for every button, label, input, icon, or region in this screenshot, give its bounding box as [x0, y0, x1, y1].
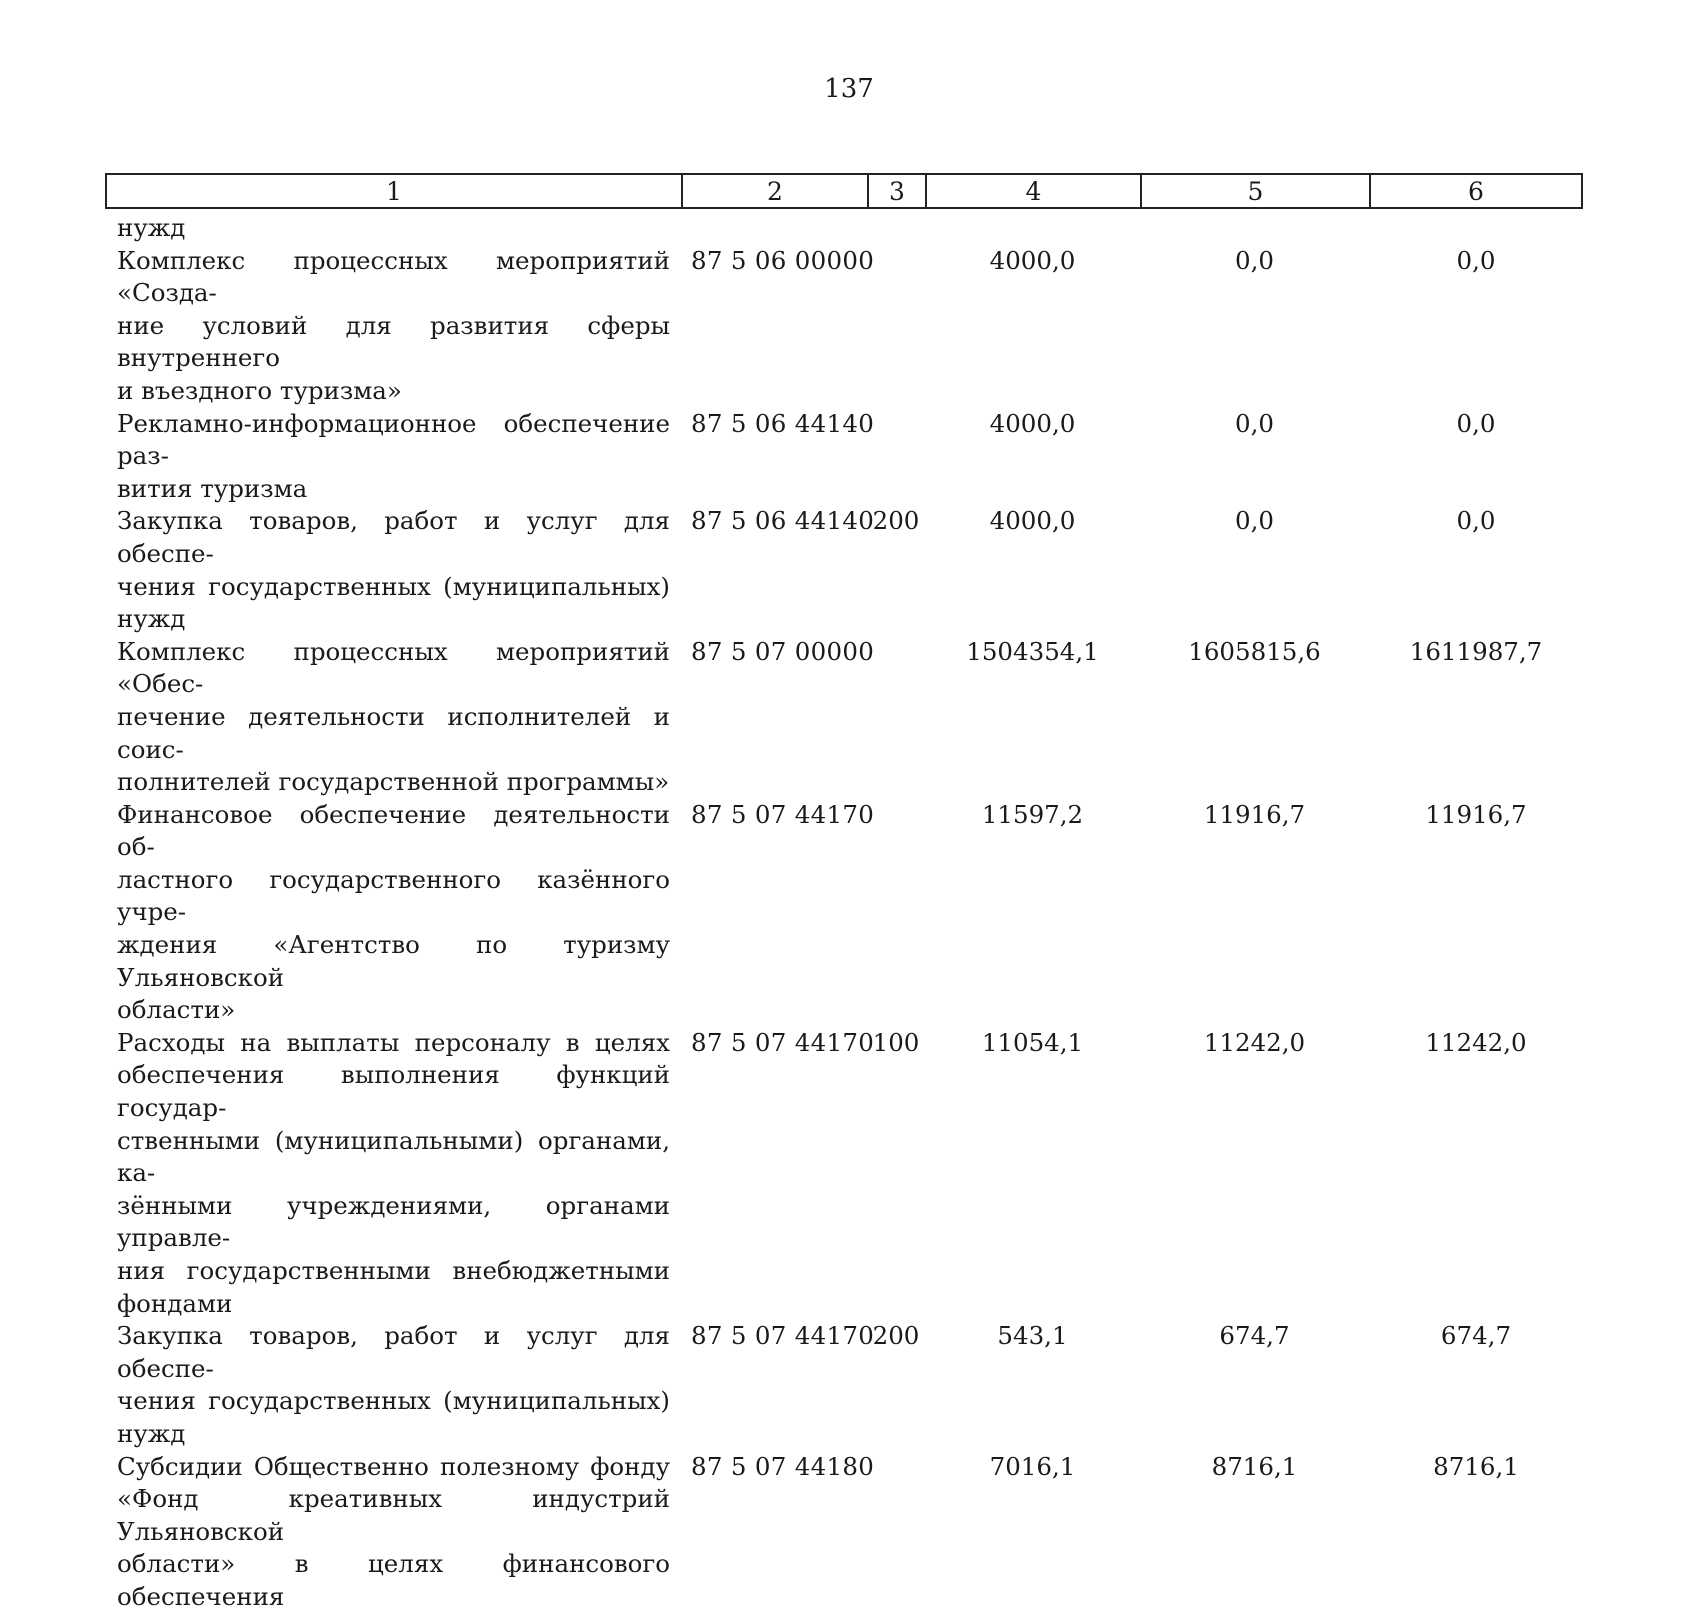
description-line: ственными (муниципальными) органами, ка- [117, 1125, 670, 1188]
row-code: 87 5 07 44170 [691, 799, 875, 829]
header-col-3: 3 [869, 175, 927, 207]
header-col-2: 2 [683, 175, 869, 207]
page-number: 137 [824, 74, 874, 104]
description-line: вития туризма [117, 473, 308, 503]
row-value-col6: 1611987,7 [1409, 636, 1543, 666]
row-description [105, 1320, 670, 1450]
row-value-col4: 543,1 [997, 1321, 1068, 1351]
row-value-col6: 11916,7 [1425, 799, 1527, 829]
row-description [105, 212, 670, 245]
description-line: Комплекс процессных мероприятий «Созда- [117, 245, 670, 308]
table-row [105, 799, 1583, 1027]
description-line: Субсидии Общественно полезному фонду [117, 1451, 670, 1481]
description-line: нужд [117, 604, 186, 634]
row-description [105, 1451, 670, 1614]
header-col-6: 6 [1468, 176, 1484, 206]
row-description [105, 408, 670, 506]
description-line: области» [117, 995, 236, 1025]
row-value-col6: 8716,1 [1433, 1451, 1519, 1481]
description-line: Расходы на выплаты персоналу в целях [117, 1027, 670, 1057]
table-body [105, 212, 1583, 1614]
row-code: 87 5 07 44170 [691, 1321, 875, 1351]
description-line: ния государственными внебюджетными [117, 1256, 670, 1285]
table-row [105, 245, 1583, 408]
description-line: области» в целях финансового обеспечения [117, 1549, 670, 1611]
row-value-col5: 8716,1 [1211, 1451, 1298, 1481]
row-value-col6: 0,0 [1456, 506, 1496, 536]
description-line: Рекламно-информационное обеспечение раз- [117, 408, 670, 471]
row-code: 87 5 06 44140 [691, 506, 875, 536]
row-value-col4: 1504354,1 [966, 636, 1099, 666]
description-line: «Фонд креативных индустрий Ульяновской [117, 1484, 670, 1546]
header-col-5: 5 [1142, 175, 1371, 207]
description-line: и въездного туризма» [117, 375, 402, 405]
description-line: чения государственных (муниципальных) [117, 571, 670, 601]
header-col-4: 4 [927, 175, 1142, 207]
row-expense-type: 200 [872, 1321, 920, 1351]
row-value-col4: 4000,0 [989, 245, 1076, 275]
row-value-col4: 11054,1 [981, 1027, 1084, 1057]
description-line: чения государственных (муниципальных) [117, 1386, 670, 1416]
row-value-col6: 0,0 [1456, 408, 1496, 438]
row-code: 87 5 07 44180 [691, 1451, 875, 1481]
description-line: Закупка товаров, работ и услуг для обеспе- [117, 506, 670, 568]
row-value-col6: 0,0 [1456, 245, 1496, 275]
row-value-col4: 4000,0 [989, 506, 1076, 536]
row-code: 87 5 06 44140 [691, 408, 875, 438]
description-line: фондами [117, 1288, 233, 1318]
table-row [105, 1027, 1583, 1320]
row-value-col4: 7016,1 [989, 1451, 1076, 1481]
row-expense-type: 200 [872, 506, 920, 536]
row-value-col5: 11916,7 [1203, 799, 1306, 829]
description-line: нужд [117, 213, 186, 242]
description-line: полнителей государственной программы» [117, 767, 670, 797]
table-row [105, 408, 1583, 506]
row-value-col5: 0,0 [1235, 245, 1274, 275]
table-row [105, 1451, 1583, 1614]
description-line: печение деятельности исполнителей и соис- [117, 701, 670, 764]
row-value-col5: 674,7 [1219, 1321, 1290, 1351]
row-value-col5: 11242,0 [1203, 1027, 1306, 1057]
table-header [105, 173, 1583, 209]
row-value-col5: 0,0 [1235, 408, 1274, 438]
row-code: 87 5 06 00000 [691, 245, 875, 275]
row-code: 87 5 07 44170 [691, 1027, 875, 1057]
row-value-col6: 674,7 [1440, 1321, 1512, 1351]
description-line: Финансовое обеспечение деятельности об- [117, 799, 670, 862]
description-line: зёнными учреждениями, органами управле- [117, 1190, 670, 1253]
description-line: обеспечения выполнения функций государ- [117, 1060, 670, 1123]
row-description [105, 245, 670, 408]
table-row [105, 505, 1583, 635]
row-value-col4: 11597,2 [981, 799, 1084, 829]
description-line: Закупка товаров, работ и услуг для обеспе- [117, 1321, 670, 1383]
row-value-col5: 0,0 [1235, 506, 1274, 536]
row-description [105, 636, 670, 799]
description-line: Комплекс процессных мероприятий «Обес- [117, 636, 670, 699]
description-line: ние условий для развития сферы внутреннего [117, 310, 670, 373]
description-line: нужд [117, 1418, 186, 1448]
row-description [105, 799, 670, 1027]
row-code: 87 5 07 00000 [691, 636, 875, 666]
header-col-1: 1 [107, 175, 683, 207]
row-value-col6: 11242,0 [1425, 1027, 1527, 1057]
row-value-col4: 4000,0 [989, 408, 1076, 438]
table-row [105, 636, 1583, 799]
table-row [105, 1320, 1583, 1450]
row-expense-type: 100 [872, 1027, 920, 1057]
description-line: ждения «Агентство по туризму Ульяновской [117, 930, 670, 992]
description-line: ластного государственного казённого учре- [117, 864, 670, 927]
row-description [105, 505, 670, 635]
row-value-col5: 1605815,6 [1188, 636, 1321, 666]
row-description [105, 1027, 670, 1320]
table-row [105, 212, 1583, 245]
